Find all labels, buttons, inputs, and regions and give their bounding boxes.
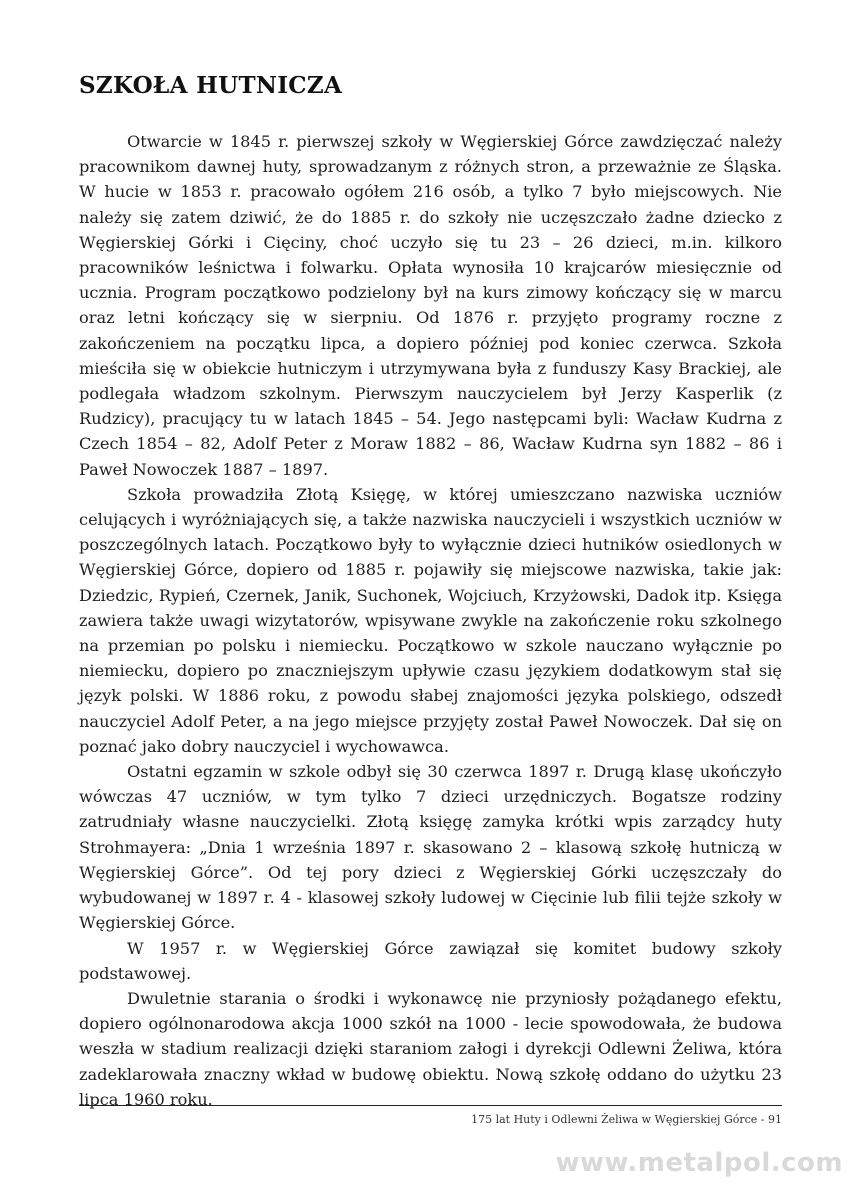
paragraph: Ostatni egzamin w szkole odbył się 30 czerwca 1897 r. Drugą klasę ukończyło wówczas 47 uczniów, w tym tylko 7 dzieci urzędniczych. Bogatsze rodziny zatrudniały własne nauczycielki. Złotą księgę zamyka krótki wpis zarządcy huty Strohmayera: „Dnia 1 września 1897 r. skasowano 2 – klasową szkołę hutniczą w Węgierskiej Górce”. Od tej pory dzieci z Węgierskiej Górki uczęszczały do wybudowanej w 1897 r. 4 - klasowej szkoły ludowej w Cięcinie lub filii tejże szkoły w Węgierskiej Górce. [79, 762, 782, 933]
paragraph: Dwuletnie starania o środki i wykonawcę nie przyniosły pożądanego efektu, dopiero ogólnonarodowa akcja 1000 szkół na 1000 - lecie spowodowała, że budowa weszła w stadium realizacji dzięki staraniom załogi i dyrekcji Odlewni Żeliwa, która zadeklarowała znaczny wkład w budowę obiektu. Nową szkołę oddano do użytku 23 lipca 1960 roku. [79, 988, 782, 1109]
paragraph: W 1957 r. w Węgierskiej Górce zawiązał się komitet budowy szkoły podstawowej. [79, 938, 782, 983]
footer-divider [79, 1105, 782, 1106]
page-title: SZKOŁA HUTNICZA [79, 72, 343, 99]
running-footer: 175 lat Huty i Odlewni Żeliwa w Węgierskiej Górce - 91 [471, 1113, 782, 1126]
paragraph: Otwarcie w 1845 r. pierwszej szkoły w Węgierskiej Górce zawdzięczać należy pracownikom dawnej huty, sprowadzanym z różnych stron, a przeważnie ze Śląska. W hucie w 1853 r. pracowało ogółem 216 osób, a tylko 7 było miejscowych. Nie należy się zatem dziwić, że do 1885 r. do szkoły nie uczęszczało żadne dziecko z Węgierskiej Górki i Cięciny, choć uczyło się tu 23 – 26 dzieci, m.in. kilkoro pracowników leśnictwa i folwarku. Opłata wynosiła 10 krajcarów miesięcznie od ucznia. Program początkowo podzielony był na kurs zimowy kończący się w marcu oraz letni kończący się w sierpniu. Od 1876 r. przyjęto programy roczne z zakończeniem na początku lipca, a dopiero później pod koniec czerwca. Szkoła mieściła się w obiekcie hutniczym i utrzymywana była z funduszy Kasy Brackiej, ale podlegała władzom szkolnym. Pierwszym nauczycielem był Jerzy Kasperlik (z Rudzicy), pracujący tu w latach 1845 – 54. Jego następcami byli: Wacław Kudrna z Czech 1854 – 82, Adolf Peter z Moraw 1882 – 86, Wacław Kudrna syn 1882 – 86 i Paweł Nowoczek 1887 – 1897. [79, 132, 782, 479]
article-body [79, 129, 782, 1112]
paragraph: Szkoła prowadziła Złotą Księgę, w której umieszczano nazwiska uczniów celujących i wyróżniających się, a także nazwiska nauczycieli i wszystkich uczniów w poszczególnych latach. Początkowo były to wyłącznie dzieci hutników osiedlonych w Węgierskiej Górce, dopiero od 1885 r. pojawiły się miejscowe nazwiska, takie jak: Dziedzic, Rypień, Czernek, Janik, Suchonek, Wojciuch, Krzyżowski, Dadok itp. Księga zawiera także uwagi wizytatorów, wpisywane zwykle na zakończenie roku szkolnego na przemian po polsku i niemiecku. Początkowo w szkole nauczano wyłącznie po niemiecku, dopiero po znaczniejszym upływie czasu językiem dodatkowym stał się język polski. W 1886 roku, z powodu słabej znajomości języka polskiego, odszedł nauczyciel Adolf Peter, a na jego miejsce przyjęty został Paweł Nowoczek. Dał się on poznać jako dobry nauczyciel i wychowawca. [79, 484, 782, 756]
watermark: www.metalpol.com [555, 1148, 843, 1178]
